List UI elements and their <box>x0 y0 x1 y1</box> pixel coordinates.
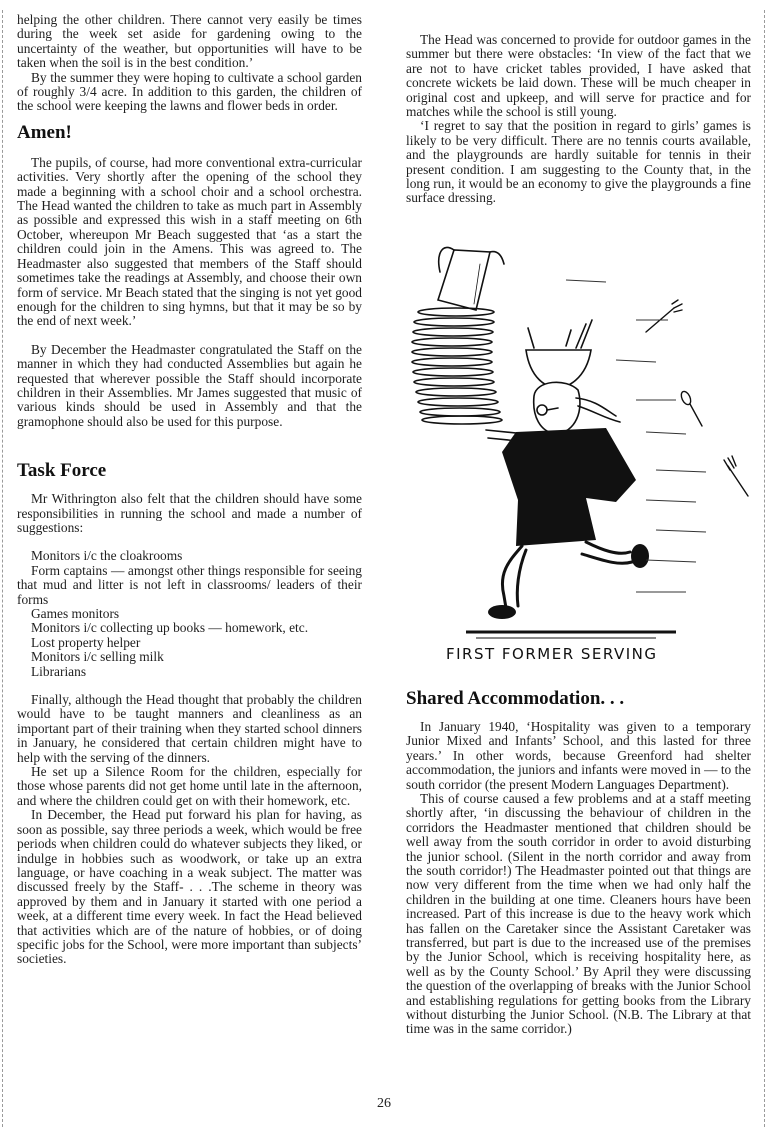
list-item: Monitors i/c selling milk <box>31 649 164 665</box>
paragraph: In January 1940, ‘Hospitality was given to a temporary Junior Mixed and Infants’ School, and this lasted for three years.’ In other words, because Greenford had shelter accommodation, the juniors and infants were moved in — to the south corridor (the present Modern Languages Department). <box>406 718 751 792</box>
tunic-icon <box>502 428 636 546</box>
shoe-icon <box>631 544 649 568</box>
paragraph: The Head was concerned to provide for outdoor games in the summer but there were obstacles: ‘In view of the fact that we are not to have cricket tables provided, I have asked that concrete wickets be laid down. These will be much cheaper in original cost and upkeep, and will serve for practice and for matches while the school is still young. <box>406 32 751 120</box>
illustration-caption: FIRST FORMER SERVING <box>446 644 658 663</box>
list-item: Games monitors <box>31 606 120 621</box>
paragraph: Finally, although the Head thought that probably the children would have to be taught manners and cleanliness as an important part of their training when they started school dinners in January, he considered that certain children might have to help with the serving of the dinners. <box>17 692 362 765</box>
paragraph: In December, the Head put forward his plan for having, as soon as possible, say three periods a week, which would be free periods when children could do whatever subjects they liked, or indulge in hobbies such as woodwork, or take up an extra language, or have coaching in a weak subject. The matter was discussed freely by the Staff- . . .The scheme in theory was approved by them and in January it started with one period a week, at a different time every week. In fact the Head believed that activities which are of the nature of hobbies, or of doing specific jobs for the School, were more important than subjects’ societies. <box>17 807 362 967</box>
right-column <box>406 33 751 1037</box>
list-item: Lost property helper <box>31 634 141 650</box>
spoon-icon <box>679 390 702 426</box>
left-column <box>17 13 362 967</box>
bowl-with-cutlery-icon <box>526 320 592 388</box>
jug-icon <box>438 247 504 310</box>
page-edge-right <box>764 10 765 1127</box>
paragraph: Mr Withrington also felt that the children should have some responsibilities in running the school and made a number of suggestions: <box>17 491 362 535</box>
fork-icon <box>646 300 682 332</box>
ground-line <box>466 632 676 638</box>
paragraph: The pupils, of course, had more conventional extra-curricular activities. Very shortly after the opening of the school they made a beginning with a school choir and a school orchestra. The Head wanted the children to take as much part in Assembly as possible and expressed this wish in a staff meeting on 6th October, whereupon Mr Beach suggested that ‘as a start the children could join in the Amens. This was agreed to. The Headmaster also suggested that members of the Staff should sometimes take the readings at Assembly, and choose their own form of service. Mr Beach stated that the singing is not yet good enough for the children to sing hymns, but that it may be so by the end of next week.’ <box>17 154 362 329</box>
section-heading-task-force: Task Force <box>17 460 107 482</box>
page-edge-left <box>2 10 3 1127</box>
page-number: 26 <box>377 1096 391 1111</box>
plate-stack-icon <box>412 308 502 424</box>
shoe-icon <box>488 605 516 619</box>
paragraph: ‘I regret to say that the position in regard to girls’ games is likely to be very difficult. There are no tennis courts available, and the playgrounds are hardly suitable for tennis in their present condition. I am suggesting to the County that, in the long run, it would be an economy to give the playgrounds a fine surface dressing. <box>406 118 751 206</box>
paragraph: He set up a Silence Room for the children, especially for those whose parents did not get home until late in the afternoon, and where the children could get on with their homework, etc. <box>17 764 362 808</box>
list-item: Monitors i/c collecting up books — homework, etc. <box>31 620 309 636</box>
paragraph: This of course caused a few problems and at a staff meeting shortly after, ‘in discussing the behaviour of children in the corridors the Headmaster mentioned that children should be well away from the south corridor in order to avoid disturbing the junior school. (Silent in the north corridor and away from the south corridor!) The Headmaster pointed out that things are now very different from the time when we had only half the children in the building at one time. Cleaners hours have been increased. Part of this increase is due to the heavy work which has fallen on the Caretaker since the Assistant Caretaker was transferred, but part is due to the increased use of the premises by the Junior School, which is receiving hospitality here, as well as by the County School.’ By April they were discussing the question of the overlapping of breaks with the Junior School and establishing regulations for getting books from the Library without disturbing the Junior School. (N.B. The Library at that time was in the same corridor.) <box>406 790 751 1037</box>
list-item: Librarians <box>31 663 87 679</box>
illustration-first-former-serving <box>406 220 751 690</box>
suggestions-list <box>17 549 362 679</box>
section-heading-amen: Amen! <box>17 121 72 143</box>
paragraph: By the summer they were hoping to cultivate a school garden of roughly 3/4 acre. In addition to this garden, the children of the school were keeping the lawns and flower beds in order. <box>17 69 362 114</box>
fork-icon <box>724 456 748 496</box>
list-item: Form captains — amongst other things responsible for seeing that mud and litter is not left in classrooms/ leaders of their forms <box>17 562 362 607</box>
list-item: Monitors i/c the cloakrooms <box>31 548 183 564</box>
paragraph: By December the Headmaster congratulated the Staff on the manner in which they had conducted Assemblies but again he requested that wherever possible the Staff should incorporate children in their Assemblies. Mr James suggested that music of various kinds should be used in Assembly and that the gramophone should also be used for this purpose. <box>17 341 362 429</box>
cartoon-drawing <box>406 220 751 650</box>
paragraph: helping the other children. There cannot very easily be times during the week set aside for gardening owing to the uncertainty of the weather, but opportunities will have to be taken when the soil is in the best condition.’ <box>17 12 362 71</box>
girl-head-icon <box>534 382 620 434</box>
section-heading-shared-accommodation: Shared Accommodation. . . <box>406 687 625 709</box>
